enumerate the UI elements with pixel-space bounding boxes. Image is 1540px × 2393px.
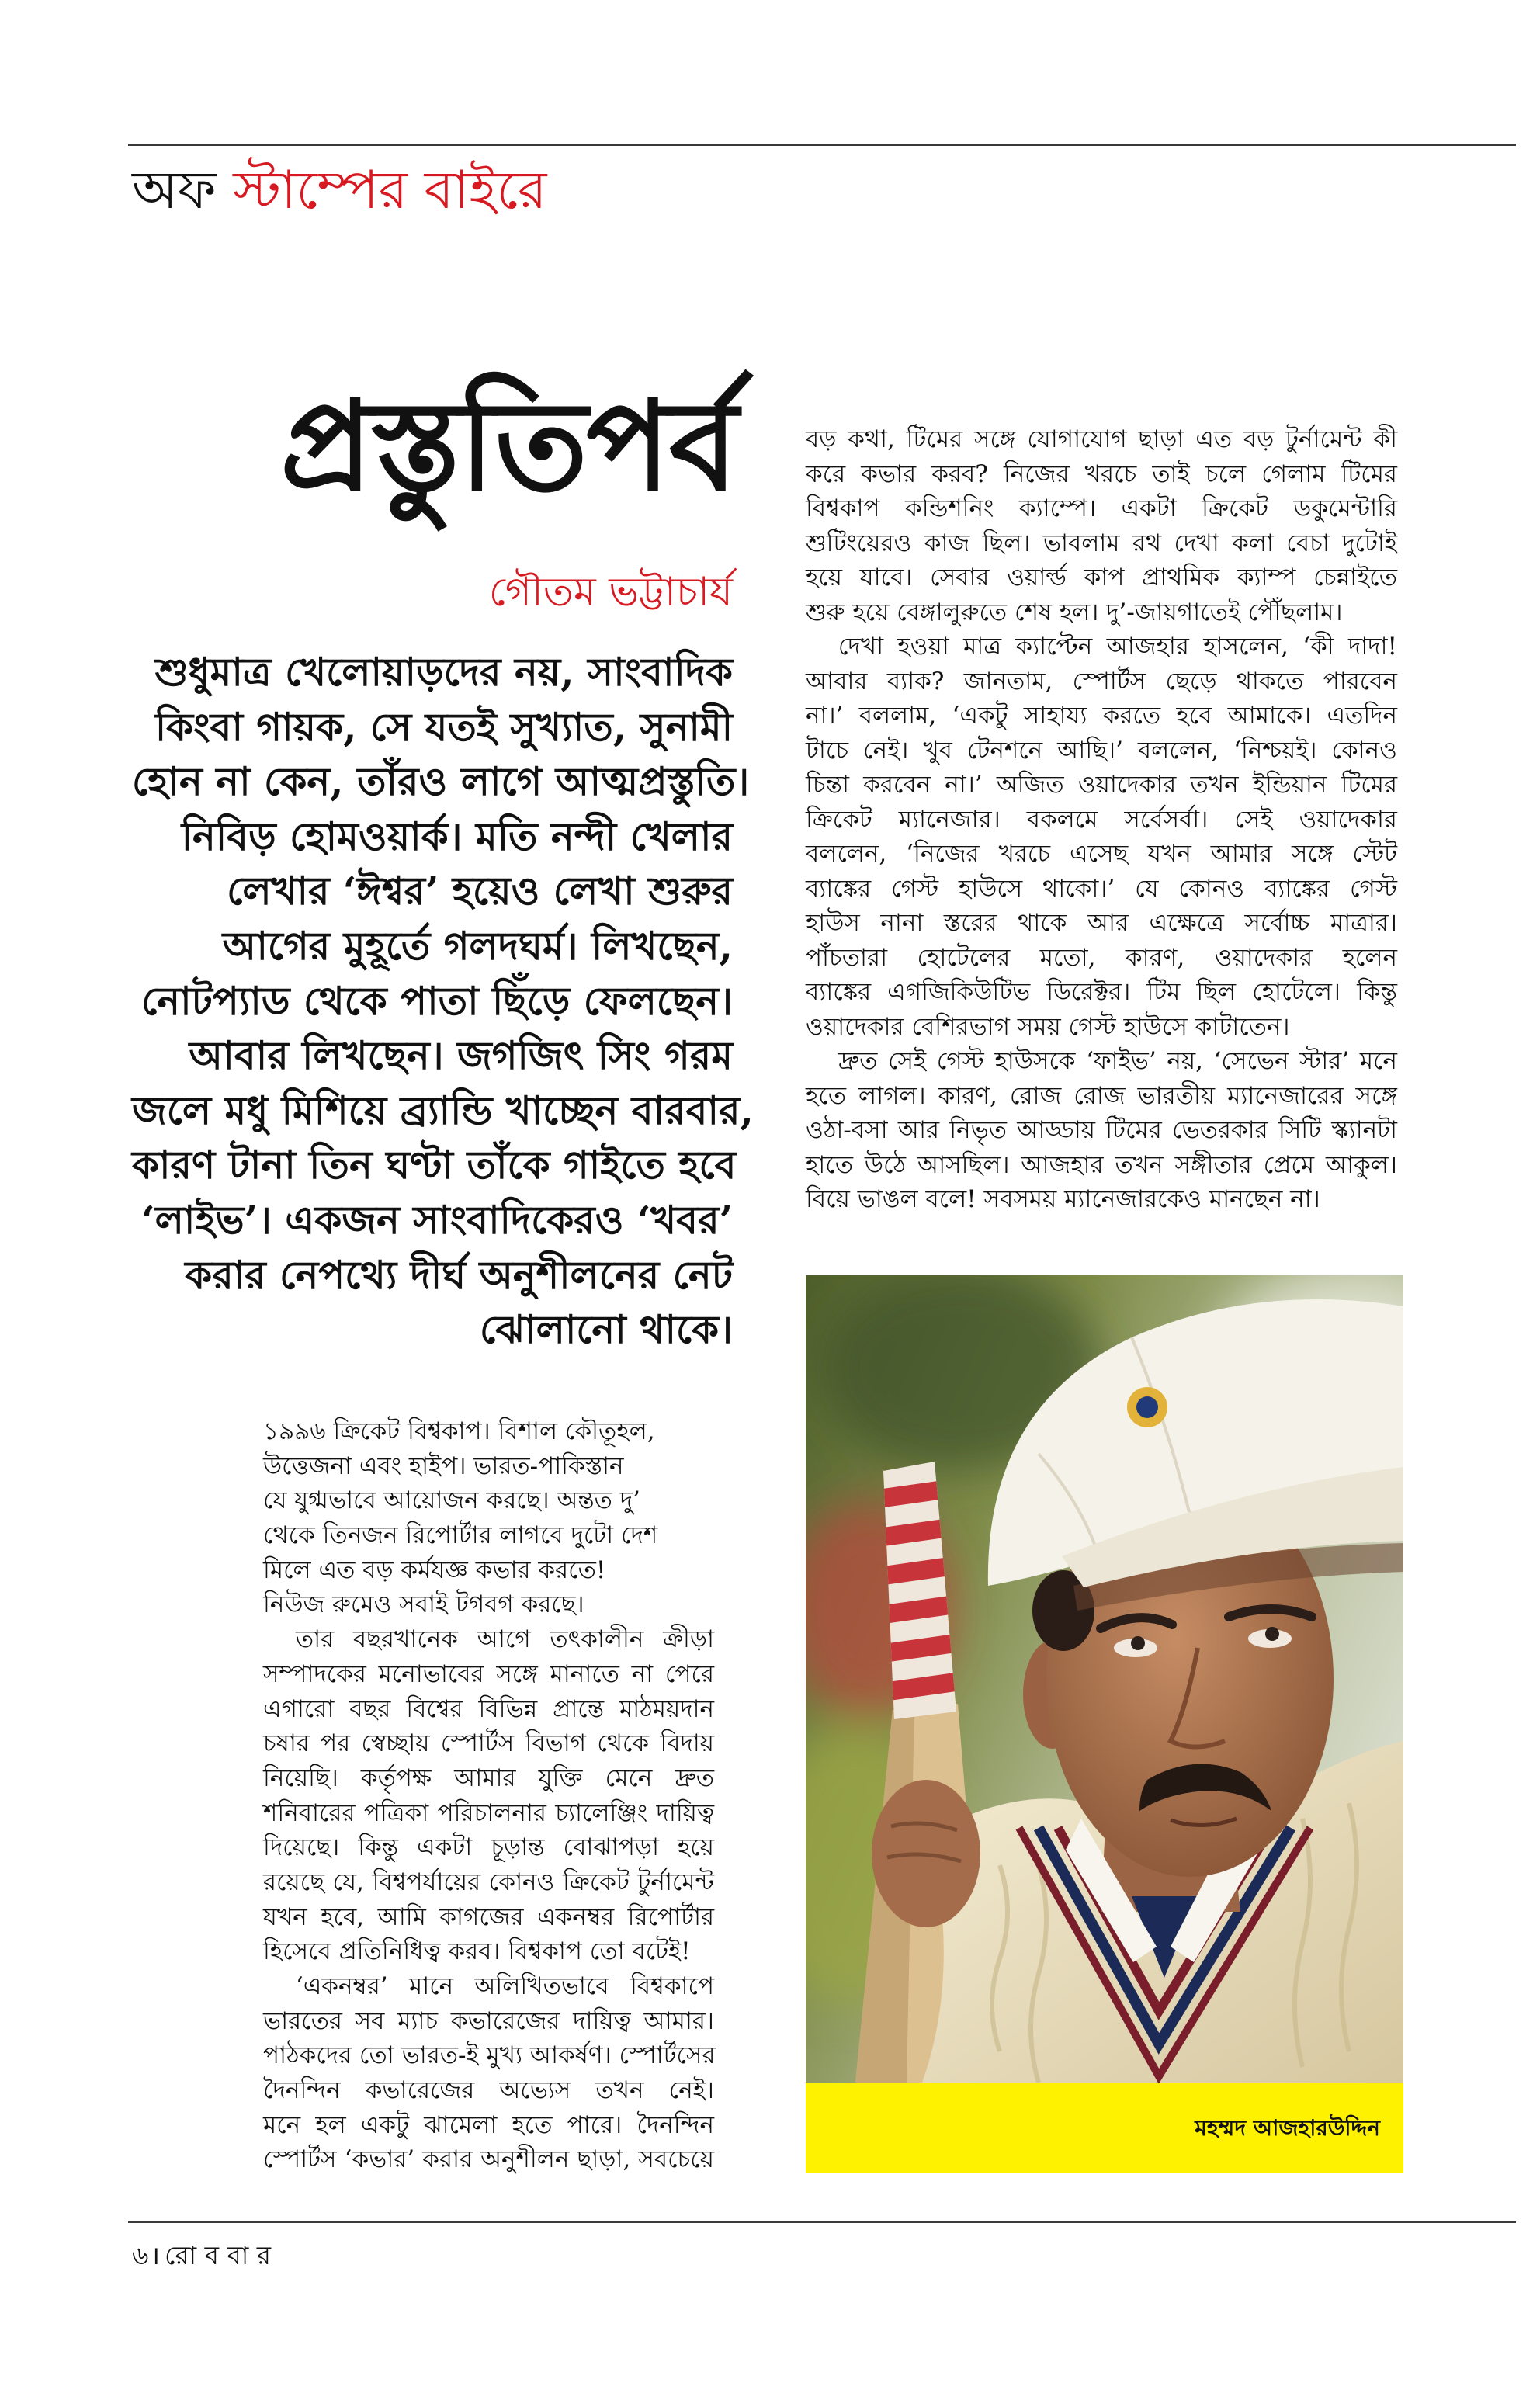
text-line: টাচে নেই। খুব টেনশনে আছি।’ বললেন, ‘নিশ্চয়ই। কোনও: [806, 736, 1397, 765]
intro-line: লেখার ‘ঈশ্বর’ হয়েও লেখা শুরুর: [227, 868, 733, 914]
text-line: নিয়েছি। কর্তৃপক্ষ আমার যুক্তি মেনে দ্রুত: [263, 1764, 714, 1792]
article-title: প্রস্তুতিপর্ব: [280, 373, 737, 518]
text-line: করে কভার করব? নিজের খরচে তাই চলে গেলাম টিমের: [806, 460, 1397, 488]
text-line: যখন হবে, আমি কাগজের একনম্বর রিপোর্টার: [263, 1902, 714, 1931]
text-line: চিন্তা করবেন না।’ অজিত ওয়াদেকার তখন ইন্ডিয়ান টিমের: [806, 771, 1397, 799]
text-line: মিলে এত বড় কর্মযজ্ঞ কভার করতে!: [263, 1555, 606, 1584]
article-author: গৌতম ভট্টাচার্য: [488, 569, 733, 616]
section-header-prefix: অফ: [132, 160, 217, 221]
intro-line: আবার লিখছেন। জগজিৎ সিং গরম: [189, 1032, 733, 1079]
paragraph: [806, 422, 1397, 629]
intro-line: কিংবা গায়ক, সে যতই সুখ্যাত, সুনামী: [154, 703, 733, 750]
intro-line: করার নেপথ্যে দীর্ঘ অনুশীলনের নেট: [185, 1251, 733, 1298]
text-line: যে যুগ্মভাবে আয়োজন করছে। অন্তত দু’: [263, 1486, 640, 1515]
text-line: হিসেবে প্রতিনিধিত্ব করব। বিশ্বকাপ তো বটেই!: [263, 1937, 691, 1966]
body-column-right: [806, 422, 1397, 1217]
paragraph: [806, 1044, 1397, 1217]
section-header-highlight: স্টাম্পের বাইরে: [233, 160, 547, 221]
intro-line: ঝোলানো থাকে।: [479, 1306, 733, 1353]
intro-line: নোটপ্যাড থেকে পাতা ছিঁড়ে ফেলছেন।: [140, 977, 733, 1024]
text-line: সম্পাদকের মনোভাবের সঙ্গে মানাতে না পেরে: [263, 1659, 714, 1688]
intro-line: জলে মধু মিশিয়ে ব্র্যান্ডি খাচ্ছেন বারবার,: [132, 1087, 754, 1133]
text-line: ওয়াদেকার বেশিরভাগ সময় গেস্ট হাউসে কাটাতেন।: [806, 1012, 1290, 1041]
hand: [872, 1780, 980, 1927]
intro-line: কারণ টানা তিন ঘণ্টা তাঁকে গাইতে হবে: [132, 1142, 737, 1188]
text-line: পাঁচতারা হোটেলের মতো, কারণ, ওয়াদেকার হলেন: [806, 943, 1397, 972]
body-column-left: [263, 1414, 714, 2177]
text-line: উত্তেজনা এবং হাইপ। ভারত-পাকিস্তান: [263, 1451, 624, 1480]
section-header: [132, 152, 546, 230]
text-line: নিউজ রুমেও সবাই টগবগ করছে।: [263, 1590, 584, 1619]
paragraph: [806, 629, 1397, 1044]
paragraph: [263, 1622, 714, 1969]
text-line: এগারো বছর বিশ্বের বিভিন্ন প্রান্তে মাঠময়দান: [263, 1694, 714, 1723]
text-line: শুরু হয়ে বেঙ্গালুরুতে শেষ হল। দু’-জায়গাতেই পৌঁছলাম।: [806, 598, 1343, 626]
text-line: ব্যাঙ্কের এগজিকিউটিভ ডিরেক্টর। টিম ছিল হোটেলে। কিন্তু: [806, 978, 1397, 1006]
text-line: মনে হল একটু ঝামেলা হতে পারে। দৈনন্দিন: [263, 2110, 714, 2139]
text-line: রয়েছে যে, বিশ্বপর্যায়ের কোনও ক্রিকেট টুর্নামেন্ট: [263, 1868, 714, 1896]
text-line: ক্রিকেট ম্যানেজার। বকলমে সর্বেসর্বা। সেই ওয়াদেকার: [806, 805, 1397, 834]
page-footer: [132, 2235, 271, 2276]
paragraph: [263, 1969, 714, 2177]
text-line: ভারতের সব ম্যাচ কভারেজের দায়িত্ব আমার।: [263, 2006, 714, 2035]
text-line: থেকে তিনজন রিপোর্টার লাগবে দুটো দেশ: [263, 1521, 658, 1550]
text-line: দিয়েছে। কিন্তু একটা চূড়ান্ত বোঝাপড়া হয়ে: [263, 1833, 714, 1862]
text-line: না।’ বললাম, ‘একটু সাহায্য করতে হবে আমাকে। এতদিন: [806, 702, 1397, 730]
text-line: ১৯৯৬ ক্রিকেট বিশ্বকাপ। বিশাল কৌতূহল,: [263, 1417, 655, 1445]
article-intro: [132, 645, 754, 1358]
text-line: বিয়ে ভাঙল বলে! সবসময় ম্যানেজারকেও মানছেন না।: [806, 1185, 1320, 1213]
intro-line: নিবিড় হোমওয়ার্ক। মতি নন্দী খেলার: [181, 813, 733, 859]
intro-line: আগের মুহূর্তে গলদঘর্ম। লিখছেন,: [222, 922, 733, 969]
text-line: ‘একনম্বর’ মানে অলিখিতভাবে বিশ্বকাপে: [295, 1972, 714, 2000]
text-line: বিশ্বকাপ কন্ডিশনিং ক্যাম্পে। একটা ক্রিকেট ডকুমেন্টারি: [806, 494, 1397, 522]
text-line: হাতে উঠে আসছিল। আজহার তখন সঙ্গীতার প্রেমে আকুল।: [806, 1150, 1397, 1179]
magazine-name: রো ব বা র: [164, 2240, 272, 2270]
text-line: হয়ে যাবে। সেবার ওয়ার্ল্ড কাপ প্রাথমিক ক্যাম্প চেন্নাইতে: [806, 564, 1397, 591]
text-line: শুটিংয়েরও কাজ ছিল। ভাবলাম রথ দেখা কলা বেচা দুটোই: [806, 529, 1397, 557]
top-rule: [128, 144, 1516, 146]
text-line: হতে লাগল। কারণ, রোজ রোজ ভারতীয় ম্যানেজারের সঙ্গে: [806, 1081, 1397, 1110]
text-line: স্পোর্টস ‘কভার’ করার অনুশীলন ছাড়া, সবচেয়ে: [263, 2145, 714, 2174]
text-line: শনিবারের পত্রিকা পরিচালনার চ্যালেঞ্জিং দায়িত্ব: [263, 1798, 714, 1827]
text-line: হাউস নানা স্তরের থাকে আর এক্ষেত্রে সর্বোচ্চ মাত্রার।: [806, 909, 1397, 937]
text-line: তার বছরখানেক আগে তৎকালীন ক্রীড়া: [295, 1625, 714, 1654]
text-line: পাঠকদের তো ভারত-ই মুখ্য আকর্ষণ। স্পোর্টসের: [263, 2041, 716, 2070]
text-line: ব্যাঙ্কের গেস্ট হাউসে থাকো।’ যে কোনও ব্যাঙ্কের গেস্ট: [806, 874, 1397, 903]
player-photo-image: [806, 1275, 1403, 2083]
intro-line: ‘লাইভ’। একজন সাংবাদিকেরও ‘খবর’: [141, 1196, 733, 1243]
player-photo: [806, 1275, 1403, 2083]
text-line: দৈনন্দিন কভারেজের অভ্যেস তখন নেই।: [263, 2076, 714, 2105]
text-line: ওঠা-বসা আর নিভৃত আড্ডায় টিমের ভেতরকার সিটি স্ক্যানটা: [806, 1116, 1397, 1144]
text-line: দেখা হওয়া মাত্র ক্যাপ্টেন আজহার হাসলেন, ‘কী দাদা!: [838, 633, 1397, 661]
photo-caption: মহম্মদ আজহারউদ্দিন: [1195, 2115, 1380, 2141]
intro-line: হোন না কেন, তাঁরও লাগে আত্মপ্রস্তুতি।: [132, 758, 750, 805]
text-line: বললেন, ‘নিজের খরচে এসেছ যখন আমার সঙ্গে স্টেট: [806, 840, 1397, 868]
footer-separator: ।: [150, 2240, 160, 2270]
paragraph: [263, 1414, 714, 1622]
text-line: আবার ব্যাক? জানতাম, স্পোর্টস ছেড়ে থাকতে পারবেন: [806, 667, 1397, 695]
intro-line: শুধুমাত্র খেলোয়াড়দের নয়, সাংবাদিক: [154, 649, 733, 695]
text-line: বড় কথা, টিমের সঙ্গে যোগাযোগ ছাড়া এত বড় টুর্নামেন্ট কী: [806, 425, 1397, 453]
photo-caption-bar: [806, 2083, 1403, 2173]
bottom-rule: [128, 2221, 1516, 2223]
text-line: চষার পর স্বেচ্ছায় স্পোর্টস বিভাগ থেকে বিদায়: [263, 1729, 714, 1758]
page-number: ৬: [132, 2240, 149, 2270]
text-line: দ্রুত সেই গেস্ট হাউসকে ‘ফাইভ’ নয়, ‘সেভেন স্টার’ মনে: [838, 1047, 1397, 1075]
